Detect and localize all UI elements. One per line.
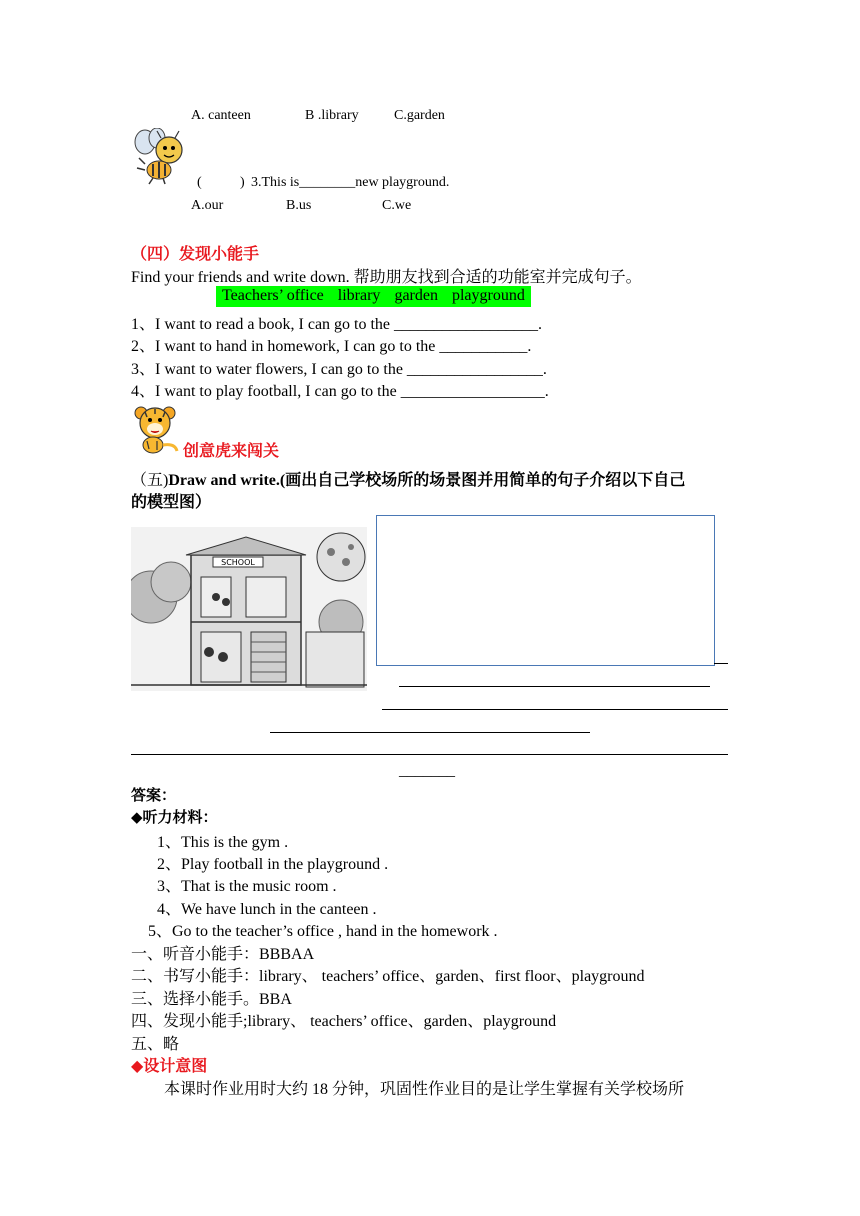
section5-title-line2: 的模型图） [131,494,212,511]
section4-instruction: Find your friends and write down. 帮助朋友找到合适的功能室并完成句子。 [131,269,642,286]
drawing-box[interactable] [376,515,715,666]
answer-key-3: 三、选择小能手。BBA [131,991,292,1008]
section5-title-bold: Draw and write.( [168,472,286,489]
word-bank-item: playground [451,287,525,304]
trailing-blank: _______ [399,762,455,779]
writing-line [131,754,728,755]
answer-key-5: 五、略 [131,1036,180,1053]
listening-heading: ◆听力材料： [131,808,218,826]
tiger-mascot-icon [131,403,181,455]
section4-item-2: 2、I want to hand in homework, I can go to the ___________. [131,338,532,355]
school-illustration [131,527,367,691]
q3-paren-open: ( [197,175,202,190]
listening-item: 1、This is the gym . [157,834,289,851]
q2-option-b: B .library [305,108,359,123]
word-bank-item: Teachers’ office [222,287,324,304]
writing-line [399,686,710,687]
bee-mascot-icon [131,128,191,186]
design-heading: ◆设计意图 [131,1056,208,1075]
answers-heading: 答案： [131,786,177,804]
answer-key-1: 一、听音小能手：BBBAA [131,946,315,963]
listening-item: 3、That is the music room . [157,878,337,895]
q3-option-a: A.our [191,198,224,213]
section4-item-4: 4、I want to play football, I can go to the __________________. [131,383,549,400]
word-bank-item: garden [394,287,438,304]
listening-item: 4、We have lunch in the canteen . [157,901,377,918]
word-bank [216,286,531,307]
design-text: 本课时作业用时大约 18 分钟，巩固性作业目的是让学生掌握有关学校场所 [164,1081,685,1098]
q2-option-a: A. canteen [191,108,251,123]
word-bank-item: library [337,287,381,304]
q3-option-c: C.we [382,198,412,213]
section4-item-1: 1、I want to read a book, I can go to the __________________. [131,316,543,333]
section5-title [131,467,685,490]
q3-paren-close: ) [240,175,245,190]
writing-line [714,663,728,664]
section5-title-prefix: （五) [131,472,169,489]
writing-line [270,732,590,733]
q3-question: 3.This is________new playground. [251,175,450,190]
q3-option-b: B.us [286,198,312,213]
listening-item: 2、Play football in the playground . [157,856,389,873]
answer-key-2: 二、书写小能手：library、 teachers’ office、garden、first floor、playground [131,968,645,985]
section5-banner: 创意虎来闯关 [183,441,280,460]
section4-item-3: 3、I want to water flowers, I can go to the _________________. [131,361,547,378]
writing-line [382,709,728,710]
answer-key-4: 四、发现小能手;library、 teachers’ office、garden、playground [131,1013,557,1030]
q2-option-c: C.garden [394,108,445,123]
listening-item: 5、Go to the teacher’s office , hand in the homework . [148,923,498,940]
school-sign: SCHOOL [221,558,255,567]
section5-title-rest: 画出自己学校场所的场景图并用简单的句子介绍以下自己 [285,472,686,489]
section4-title: （四）发现小能手 [131,244,260,263]
